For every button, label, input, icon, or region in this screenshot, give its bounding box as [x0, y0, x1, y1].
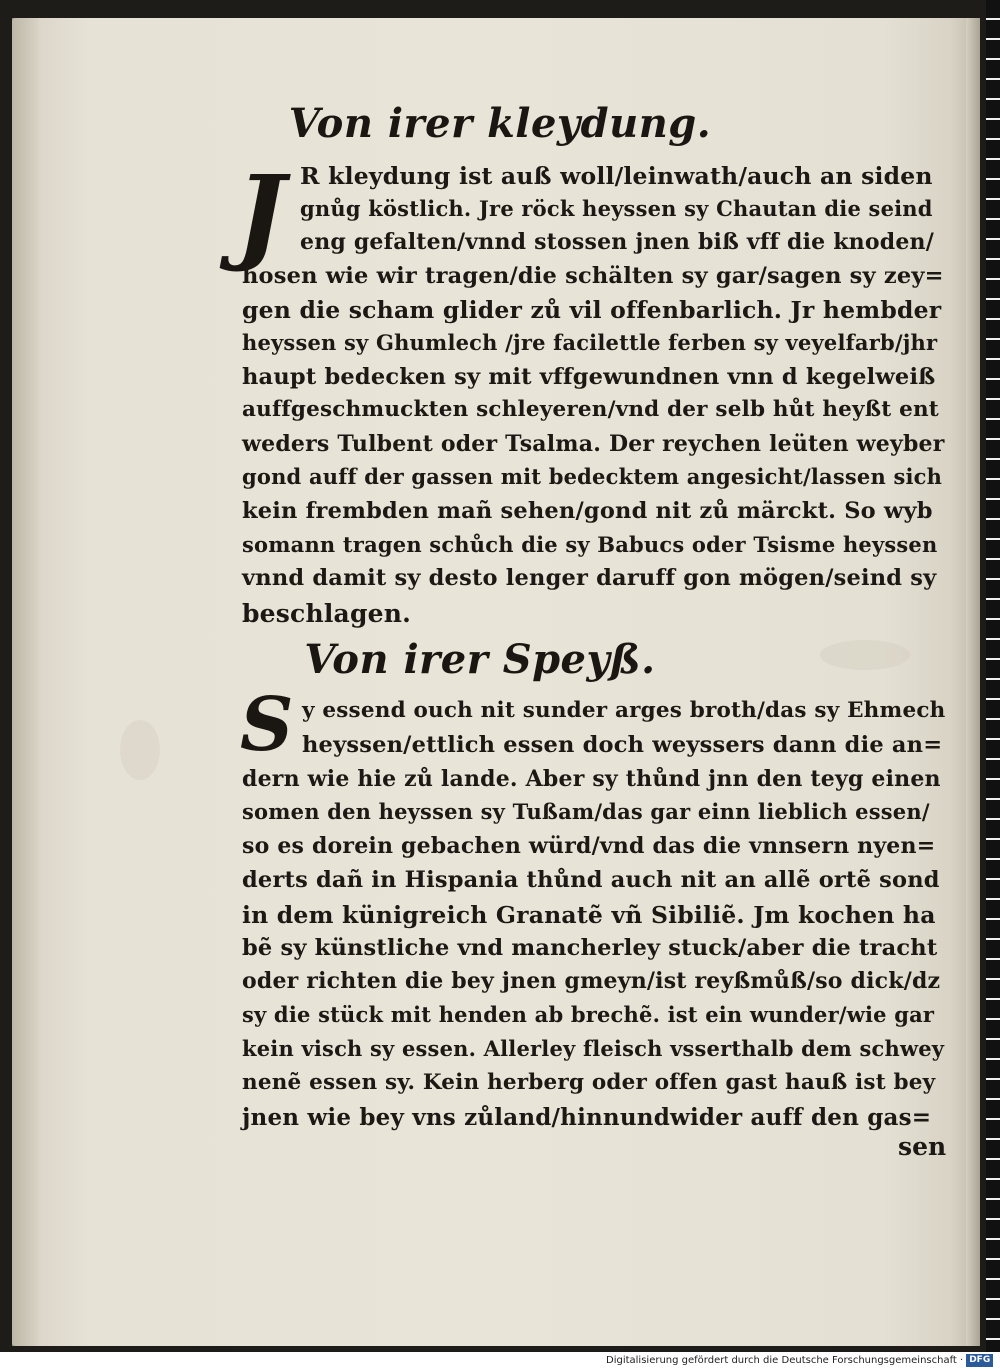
- digitization-credit: Digitalisierung gefördert durch die Deutsche Forschungsgemeinschaft · DFG: [606, 1352, 1000, 1369]
- text-line: kein visch sy essen. Allerley fleisch vsserthalb dem schwey: [242, 1036, 945, 1061]
- text-line: sy die stück mit henden ab brechẽ. ist ein wunder/wie gar: [242, 1002, 935, 1028]
- text-line: haupt bedecken sy mit vffgewundnen vnn d kegelweiß: [242, 363, 936, 390]
- section-heading-clothing: Von irer kleydung.: [288, 100, 712, 147]
- text-line: derts dañ in Hispania thůnd auch nit an allẽ ortẽ sond: [242, 867, 940, 893]
- text-line: in dem künigreich Granatẽ vñ Sibiliẽ. Jm kochen ha: [242, 900, 936, 929]
- decorated-initial: S: [240, 682, 294, 768]
- text-line: y essend ouch nit sunder arges broth/das sy Ehmech: [302, 698, 946, 723]
- text-line: dern wie hie zů lande. Aber sy thůnd jnn den teyg einen: [242, 765, 941, 792]
- text-line: somann tragen schůch die sy Babucs oder Tsisme heyssen: [242, 531, 938, 557]
- text-line: hosen wie wir tragen/die schälten sy gar/sagen sy zey=: [242, 262, 944, 289]
- text-line: weders Tulbent oder Tsalma. Der reychen leüten weyber: [242, 430, 945, 457]
- scale-ruler: [986, 0, 1000, 1352]
- credit-text: Digitalisierung gefördert durch die Deutsche Forschungsgemeinschaft: [606, 1355, 957, 1366]
- decorated-initial: J: [236, 152, 286, 275]
- catchword: sen: [898, 1132, 947, 1161]
- text-line: oder richten die bey jnen gmeyn/ist reyßmůß/so dick/dz: [242, 968, 941, 995]
- text-line: auffgeschmuckten schleyeren/vnd der selb hůt heyßt ent: [242, 397, 939, 423]
- text-line: jnen wie bey vns zůland/hinnundwider auff den gas=: [242, 1103, 932, 1131]
- text-line: vnnd damit sy desto lenger daruff gon mögen/seind sy: [242, 565, 937, 592]
- text-line: heyssen/ettlich essen doch weyssers dann die an=: [302, 731, 943, 758]
- text-line: beschlagen.: [242, 598, 412, 628]
- section-heading-food: Von irer Speyß.: [304, 636, 656, 683]
- text-line: R kleydung ist auß woll/leinwath/auch an siden: [300, 162, 933, 190]
- text-line: somen den heyssen sy Tußam/das gar einn lieblich essen/: [242, 799, 930, 825]
- text-line: eng gefalten/vnnd stossen jnen biß vff die knoden/: [300, 229, 934, 256]
- text-line: gen die scham glider zů vil offenbarlich. Jr hembder: [242, 296, 942, 325]
- text-line: gond auff der gassen mit bedecktem angesicht/lassen sich: [242, 464, 943, 490]
- text-line: gnůg köstlich. Jre röck heyssen sy Chautan die seind: [300, 195, 933, 221]
- dfg-logo: DFG: [966, 1354, 993, 1367]
- text-line: so es dorein gebachen würd/vnd das die vnnsern nyen=: [242, 833, 936, 860]
- paper-stain: [120, 720, 160, 780]
- text-line: kein frembden mañ sehen/gond nit zů märckt. So wyb: [242, 498, 933, 524]
- text-line: nenẽ essen sy. Kein herberg oder offen gast hauß ist bey: [242, 1069, 936, 1095]
- text-line: bẽ sy künstliche vnd mancherley stuck/aber die tracht: [242, 934, 938, 961]
- text-line: heyssen sy Ghumlech /jre facilettle ferben sy veyelfarb/jhr: [242, 330, 938, 355]
